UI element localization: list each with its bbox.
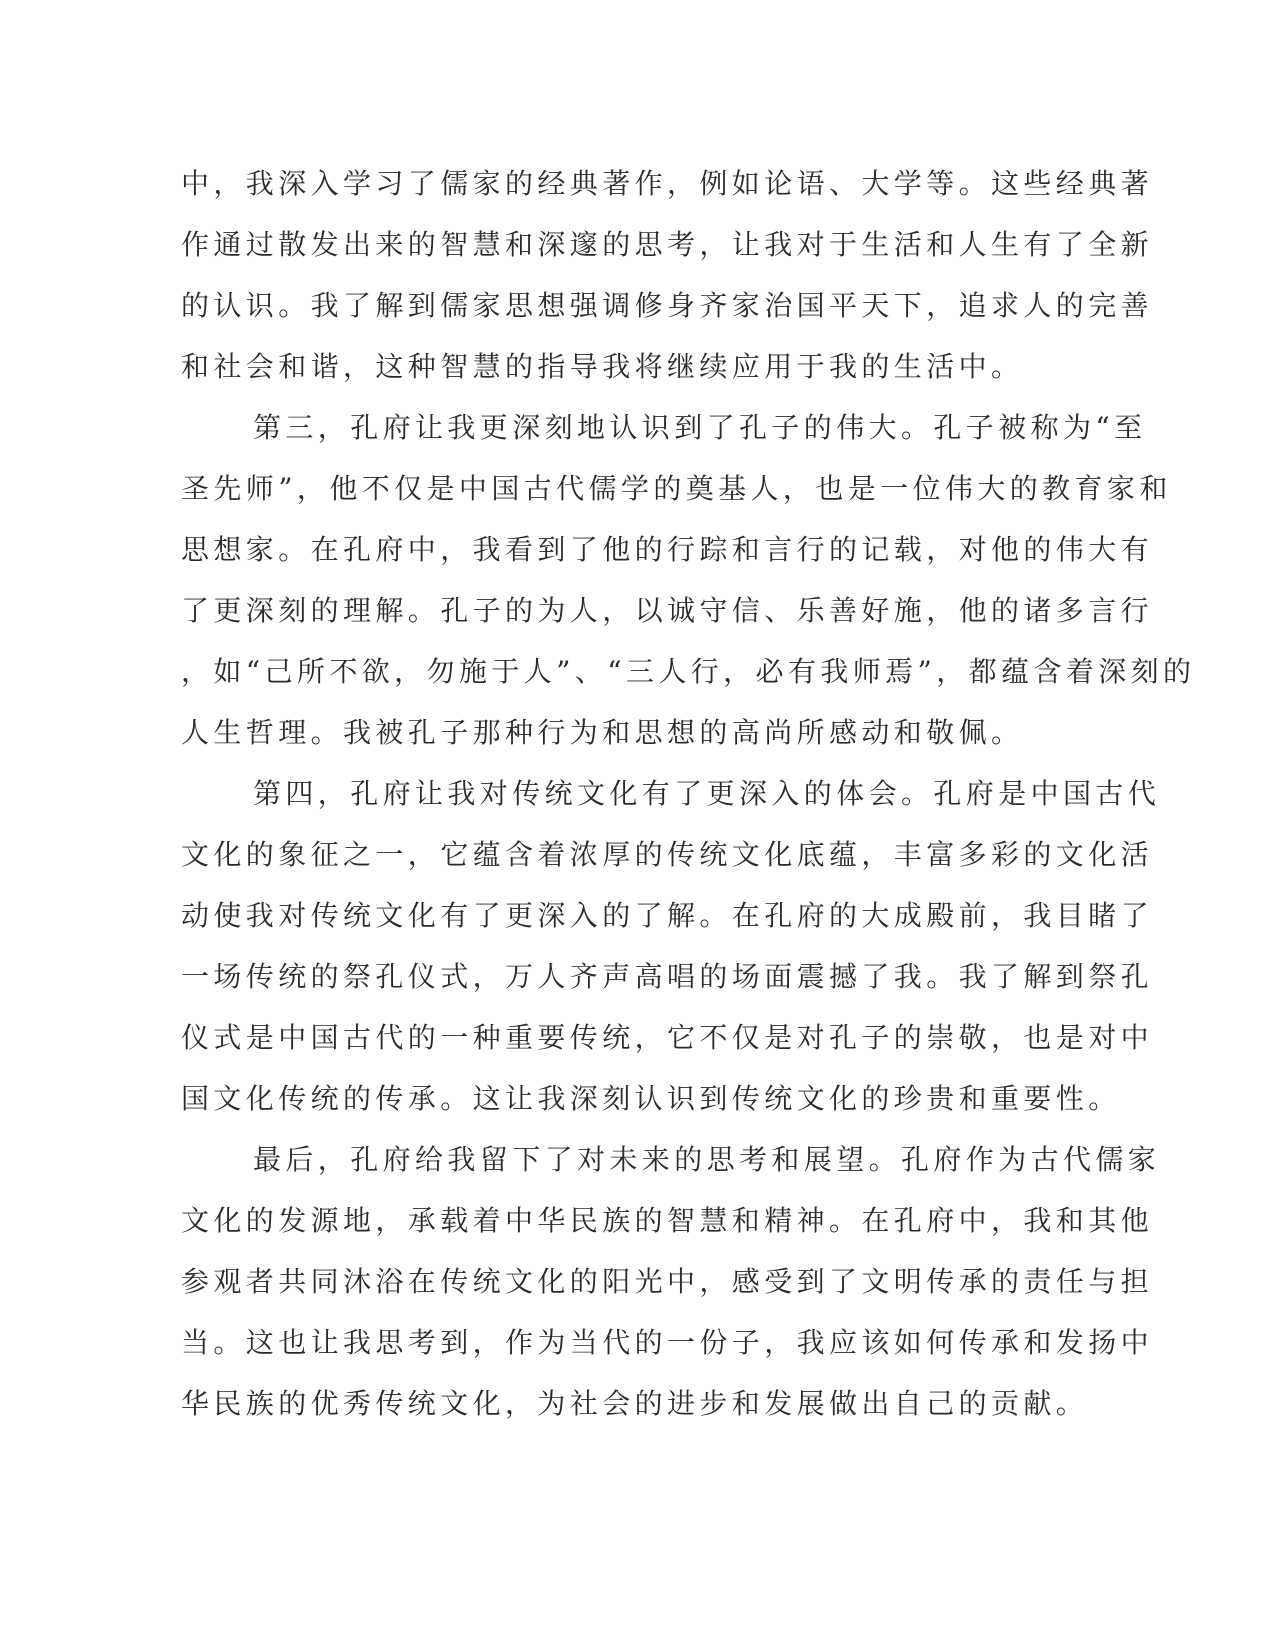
text-line: 了更深刻的理解。孔子的为人，以诚守信、乐善好施，他的诸多言行 (181, 594, 1154, 627)
text-line: 国文化传统的传承。这让我深刻认识到传统文化的珍贵和重要性。 (181, 1082, 1121, 1115)
text-line: 的认识。我了解到儒家思想强调修身齐家治国平天下，追求人的完善 (181, 289, 1154, 322)
text-line: 中，我深入学习了儒家的经典著作，例如论语、大学等。这些经典著 (181, 167, 1154, 200)
text-line: 圣先师”，他不仅是中国古代儒学的奠基人，也是一位伟大的教育家和 (181, 472, 1172, 505)
text-line: 第四，孔府让我对传统文化有了更深入的体会。孔府是中国古代 (253, 777, 1161, 810)
text-line: 参观者共同沐浴在传统文化的阳光中，感受到了文明传承的责任与担 (181, 1265, 1154, 1298)
paragraph-1 (181, 160, 1154, 404)
text-line: 思想家。在孔府中，我看到了他的行踪和言行的记载，对他的伟大有 (181, 533, 1154, 566)
text-line: ，如“己所不欲，勿施于人”、“三人行，必有我师焉”，都蕴含着深刻的 (181, 655, 1196, 688)
text-line: 作通过散发出来的智慧和深邃的思考，让我对于生活和人生有了全新 (181, 228, 1154, 261)
text-line: 动使我对传统文化有了更深入的了解。在孔府的大成殿前，我目睹了 (181, 899, 1154, 932)
text-line: 仪式是中国古代的一种重要传统，它不仅是对孔子的崇敬，也是对中 (181, 1021, 1154, 1054)
text-line: 当。这也让我思考到，作为当代的一份子，我应该如何传承和发扬中 (181, 1326, 1154, 1359)
paragraph-2 (181, 404, 1196, 770)
text-line: 一场传统的祭孔仪式，万人齐声高唱的场面震撼了我。我了解到祭孔 (181, 960, 1154, 993)
text-line: 文化的象征之一，它蕴含着浓厚的传统文化底蕴，丰富多彩的文化活 (181, 838, 1154, 871)
text-line: 人生哲理。我被孔子那种行为和思想的高尚所感动和敬佩。 (181, 716, 1024, 749)
paragraph-4 (181, 1136, 1161, 1441)
document-body (181, 160, 1196, 1441)
text-line: 第三，孔府让我更深刻地认识到了孔子的伟大。孔子被称为“至 (253, 411, 1147, 444)
text-line: 华民族的优秀传统文化，为社会的进步和发展做出自己的贡献。 (181, 1387, 1089, 1420)
text-line: 和社会和谐，这种智慧的指导我将继续应用于我的生活中。 (181, 350, 1024, 383)
text-line: 最后，孔府给我留下了对未来的思考和展望。孔府作为古代儒家 (253, 1143, 1161, 1176)
text-line: 文化的发源地，承载着中华民族的智慧和精神。在孔府中，我和其他 (181, 1204, 1154, 1237)
paragraph-3 (181, 770, 1161, 1136)
